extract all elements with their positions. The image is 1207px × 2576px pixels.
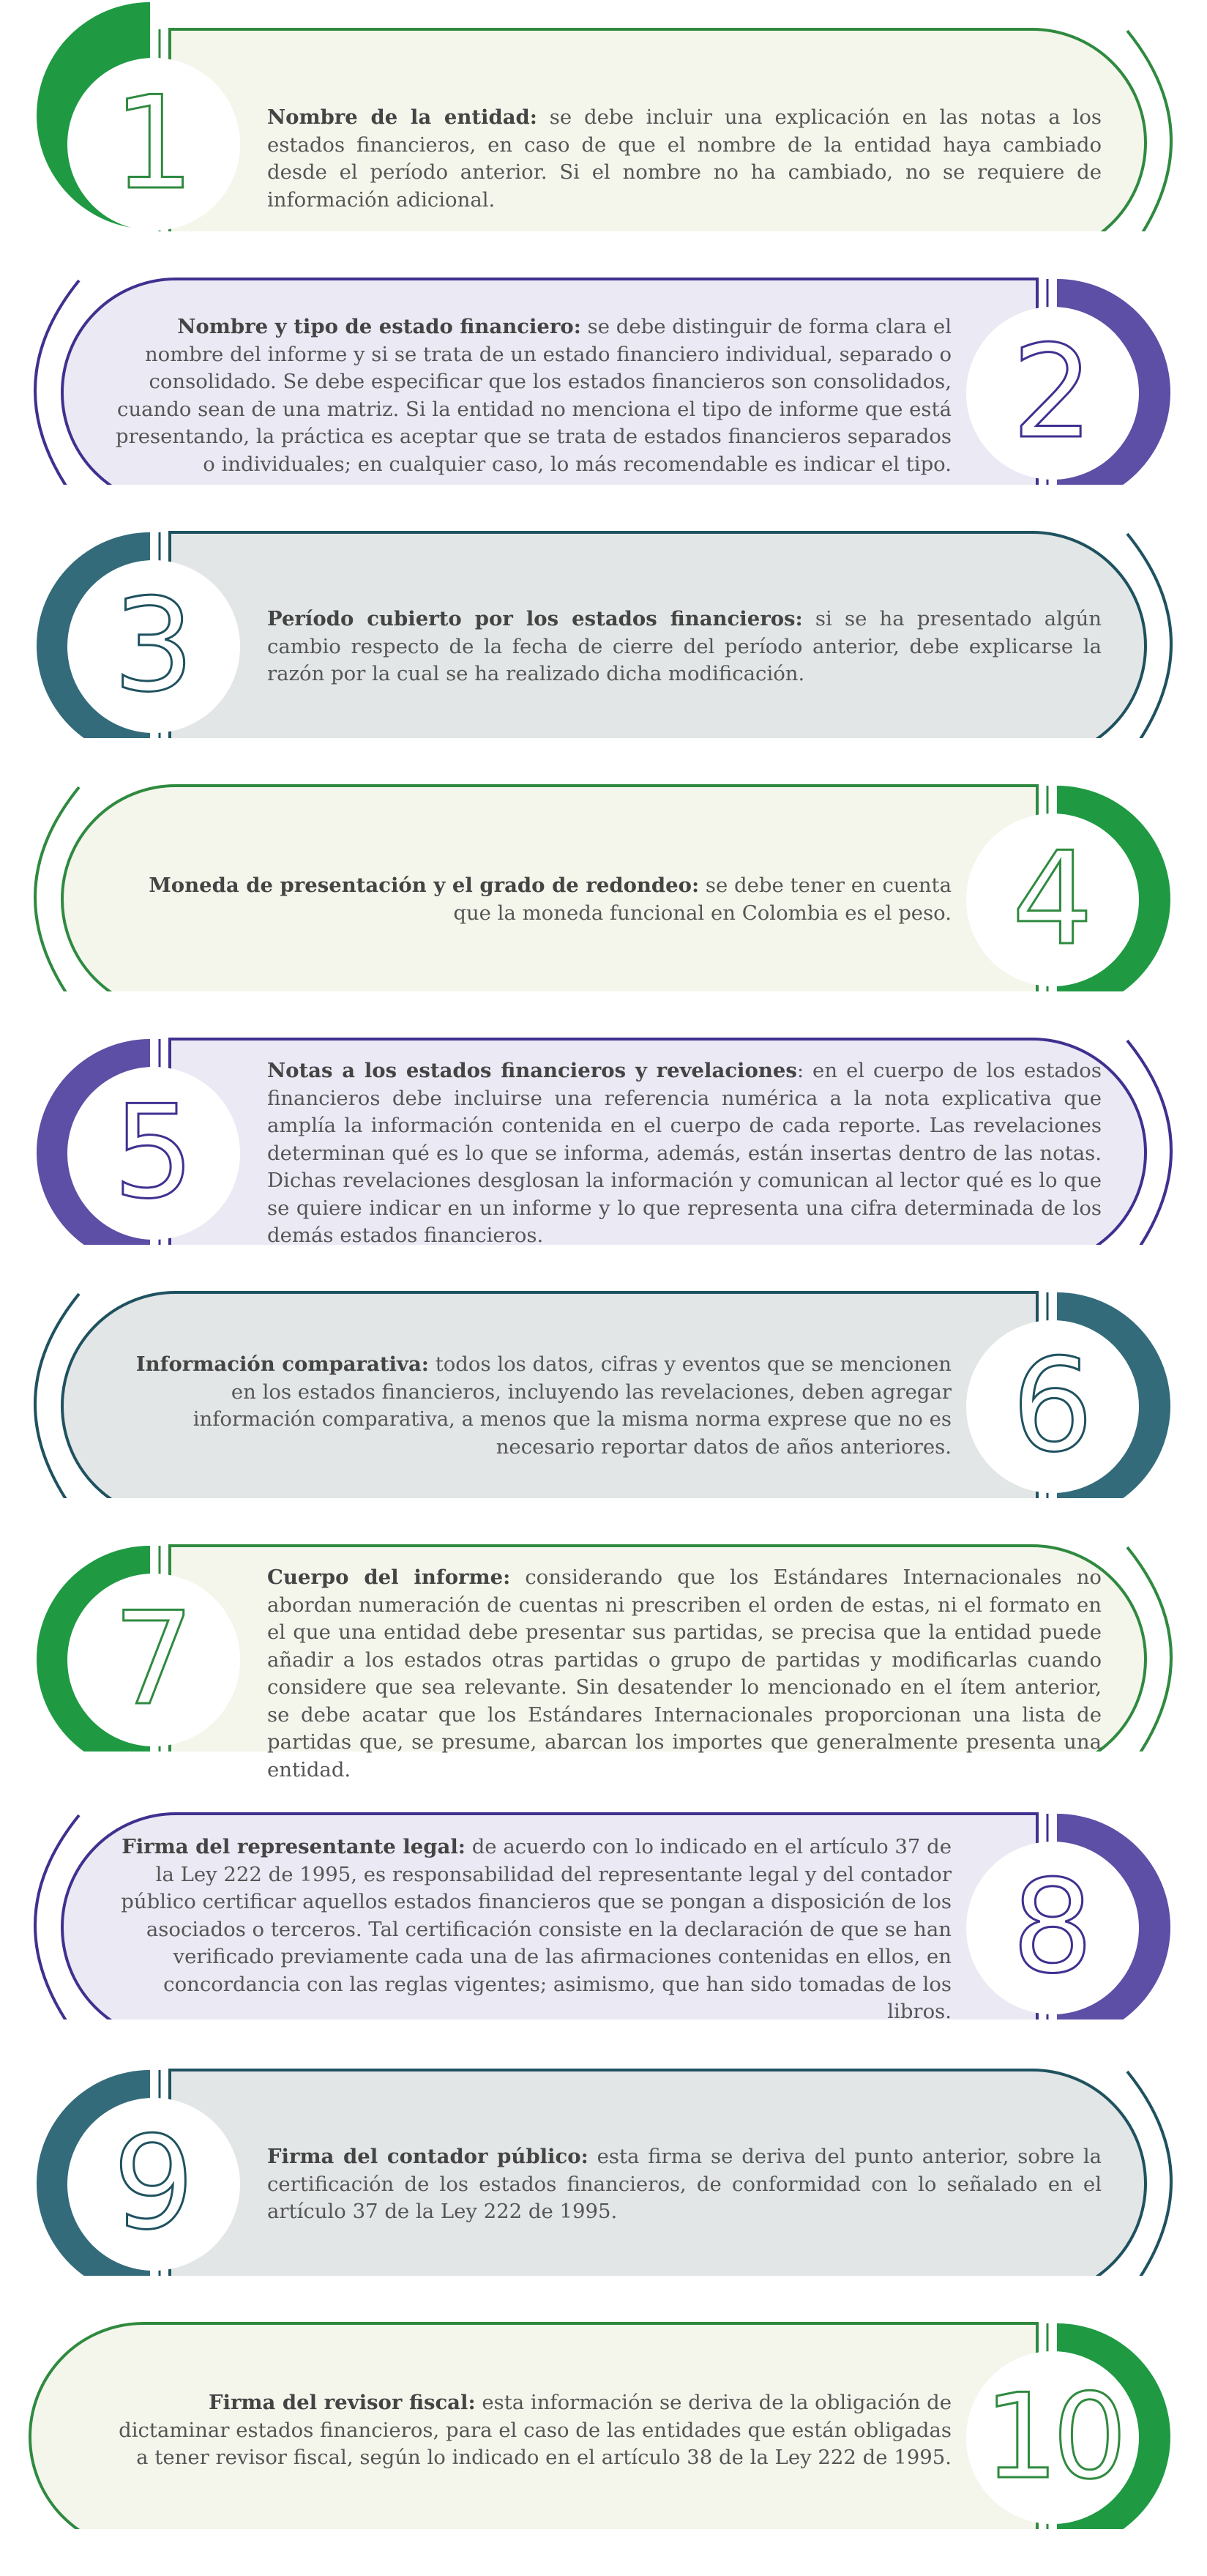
item-10-number: 10 (984, 2368, 1121, 2505)
item-8 (0, 1788, 1207, 2023)
item-4-body: se debe tener en cuenta que la moneda funcional en Colombia es el peso. (453, 874, 952, 925)
item-10-body: esta información se deriva de la obligación de dictaminar estados financieros, para el caso de las entidades que están obligadas a tener revisor fiscal, según lo indicado en el artículo 38 de la Ley 222 de 1995. (119, 2391, 952, 2469)
item-5 (0, 1013, 1207, 1245)
item-5-title: Notas a los estados financieros y revelaciones (267, 1059, 797, 1082)
item-9-text (267, 2143, 1102, 2226)
item-5-number: 5 (113, 1079, 195, 1227)
item-7-title: Cuerpo del informe: (267, 1566, 511, 1589)
item-4-title: Moneda de presentación y el grado de redondeo: (149, 874, 700, 897)
item-8-text (110, 1834, 952, 2026)
item-1-text (267, 104, 1102, 214)
item-3-body: si se ha presentado algún cambio respecto de la fecha de cierre del período anterior, debe explicarse la razón por la cual se ha realizado dicha modificación. (267, 607, 1102, 685)
item-10-text (110, 2389, 952, 2472)
item-3 (0, 507, 1207, 738)
item-2-body: se debe distinguir de forma clara el nombre del informe y si se trata de un estado financiero individual, separado o consolidado. Se debe especificar que los estados financieros son consolidados, cuando sean de una matriz. Si la entidad no menciona el tipo de informe que está presentando, la práctica es aceptar que se trata de estados financieros separados o individuales; en cualquier caso, lo más recomendable es indicar el tipo. (115, 315, 952, 476)
item-6-body: todos los datos, cifras y eventos que se mencionen en los estados financieros, incluyendo las revelaciones, deben agregar información comparativa, a menos que la misma norma exprese que no es necesario reportar datos de años anteriores. (193, 1352, 952, 1459)
item-7-text (267, 1564, 1102, 1784)
item-1 (0, 0, 1207, 231)
item-4-text (110, 872, 952, 927)
item-1-number: 1 (113, 70, 195, 218)
item-2-text (110, 313, 952, 478)
item-10-title: Firma del revisor fiscal: (208, 2391, 476, 2414)
item-8-number: 8 (1012, 1853, 1094, 2002)
item-9 (0, 2044, 1207, 2276)
item-6-number: 6 (1012, 1332, 1094, 1481)
item-9-number: 9 (113, 2110, 195, 2258)
item-2-number: 2 (1012, 319, 1094, 467)
item-4-number: 4 (1012, 825, 1094, 974)
item-9-body: esta firma se deriva del punto anterior, sobre la certificación de los estados financieros, de conformidad con lo señalado en el artículo 37 de la Ley 222 de 1995. (267, 2145, 1102, 2223)
item-5-text (267, 1057, 1102, 1250)
item-4 (0, 760, 1207, 991)
item-1-title: Nombre de la entidad: (267, 105, 537, 129)
item-2-title: Nombre y tipo de estado financiero: (177, 315, 581, 338)
item-6-text (110, 1351, 952, 1461)
item-2 (0, 253, 1207, 485)
item-5-body: : en el cuerpo de los estados financieros debe incluirse una referencia numérica a la nota explicativa que amplía la información contenida en el cuerpo de cada reporte. Las revelaciones determinan qué es lo que se informa, además, están insertas dentro de las notas. Dichas revelaciones desglosan la información y comunican al lector qué es lo que se quiere indicar en un informe y lo que representa una cifra determinada de los demás estados financieros. (267, 1059, 1102, 1247)
item-7-number: 7 (113, 1585, 195, 1734)
item-8-title: Firma del representante legal: (122, 1835, 466, 1858)
item-7-body: considerando que los Estándares Internacionales no abordan numeración de cuentas ni prescriben el orden de estas, ni el formato en el que una entidad debe presentar sus partidas, se precisa que la entidad puede añadir a los estados otras partidas o grupo de partidas y modificarlas cuando considere que sea relevante. Sin desatender lo mencionado en el ítem anterior, se debe acatar que los Estándares Internacionales proporcionan una lista de partidas que, se presume, abarcan los importes que generalmente presenta una entidad. (267, 1566, 1102, 1782)
item-6 (0, 1267, 1207, 1498)
item-8-body: de acuerdo con lo indicado en el artículo 37 de la Ley 222 de 1995, es responsabilidad del representante legal y del contador público certificar aquellos estados financieros que se pongan a disposición de los asociados o terceros. Tal certificación consiste en la declaración de que se han verificado previamente cada una de las afirmaciones contenidas en ellos, en concordancia con las reglas vigentes; asimismo, que han sido tomadas de los libros. (121, 1835, 952, 2023)
item-7 (0, 1520, 1207, 1782)
item-1-body: se debe incluir una explicación en las notas a los estados financieros, en caso de que el nombre de la entidad haya cambiado desde el período anterior. Si el nombre no ha cambiado, no se requiere de información adicional. (267, 105, 1102, 212)
item-3-text (267, 606, 1102, 688)
item-9-title: Firma del contador público: (267, 2145, 588, 2168)
item-3-title: Período cubierto por los estados financieros: (267, 607, 803, 630)
item-10 (0, 2298, 1207, 2529)
item-3-number: 3 (113, 572, 195, 721)
item-6-title: Información comparativa: (135, 1352, 429, 1376)
